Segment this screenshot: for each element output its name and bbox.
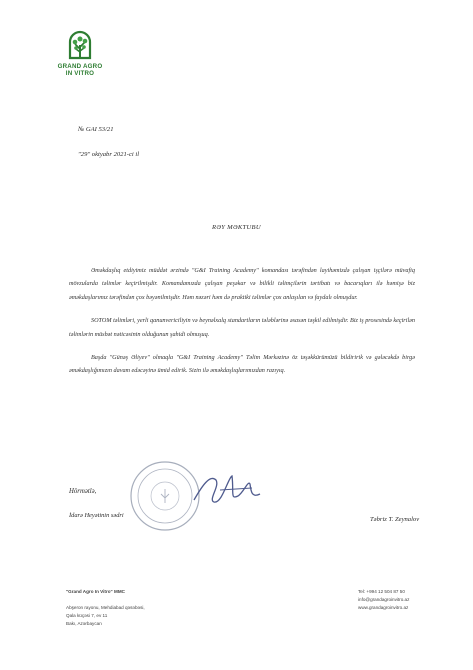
footer-website: www.grandagroinvitro.az [358, 605, 409, 610]
signer-role: İdarə Heyətinin sədri [69, 512, 124, 519]
reference-number: № GAI 53/21 [78, 126, 114, 133]
footer-phone: Tel: +994 12 504 87 50 [358, 589, 405, 594]
body-paragraph: SOTOM təlimləri, yerli qanunvericiliyin və beynəlxalq standartların tələblərinə əsasən təşkil edilmişdir. Biz iş prosesində keçirilən təlimlərin müsbət nəticəsinin olduğunun şahidi olmuşuq. [69, 317, 415, 338]
footer-email: info@grandagroinvitro.az [358, 597, 410, 602]
footer-address-line: Abşeron rayonu, Mehdiabad qəsəbəsi, [66, 605, 145, 610]
company-logo [50, 30, 110, 77]
signer-name: Təbriz T. Zeynalov [370, 516, 420, 523]
tree-logo-icon [66, 30, 94, 60]
body-paragraph: Başda "Günəş Əliyev" olmaqla "G&I Training Academy" Təlim Mərkəzinə öz təşəkkürümüzü bildiririk və gələcəkdə birgə əməkdaşlığımızın davam edəcəyinə ümid edirik. Sizin ilə əməkdaşlıqlarımızdan razıyıq. [69, 354, 415, 375]
letter-body [69, 264, 415, 388]
logo-name-line2: IN VITRO [65, 70, 95, 77]
footer-address [66, 588, 145, 628]
closing-salutation: Hörmətlə, [69, 488, 97, 495]
footer-company-name: "Grand Agro In Vitro" MMC [66, 589, 125, 594]
letter-title: RƏY MƏKTUBU [212, 224, 261, 231]
footer-contacts [358, 588, 409, 612]
letter-date: "29" oktyabr 2021-ci il [78, 151, 140, 158]
footer-address-line: Bakı, Azərbaycan [66, 621, 102, 626]
body-paragraph: Əməkdaşlıq etdiyimiz müddət ərzində "G&I Training Academy" komandası tərəfindən layihəmizdə çalışan işçilərə müvafiq mövzularda təlimlər keçirilmişdir. Komandamızda çalışan peşəkar və bilikli təlimçilərin tərtibatı və bacarıqları ilə həmişə biz əməkdaşlarımız tərəfindən çox bəyənilmişdir. Həm nəzəri həm də praktiki təlimlər çox anlaşılan və faydalı olmuşdur. [69, 267, 415, 301]
logo-name-line1: GRAND AGRO [57, 63, 103, 70]
handwritten-signature [190, 466, 270, 510]
footer-address-line: Qala küçəsi 7, ev 11 [66, 613, 108, 618]
